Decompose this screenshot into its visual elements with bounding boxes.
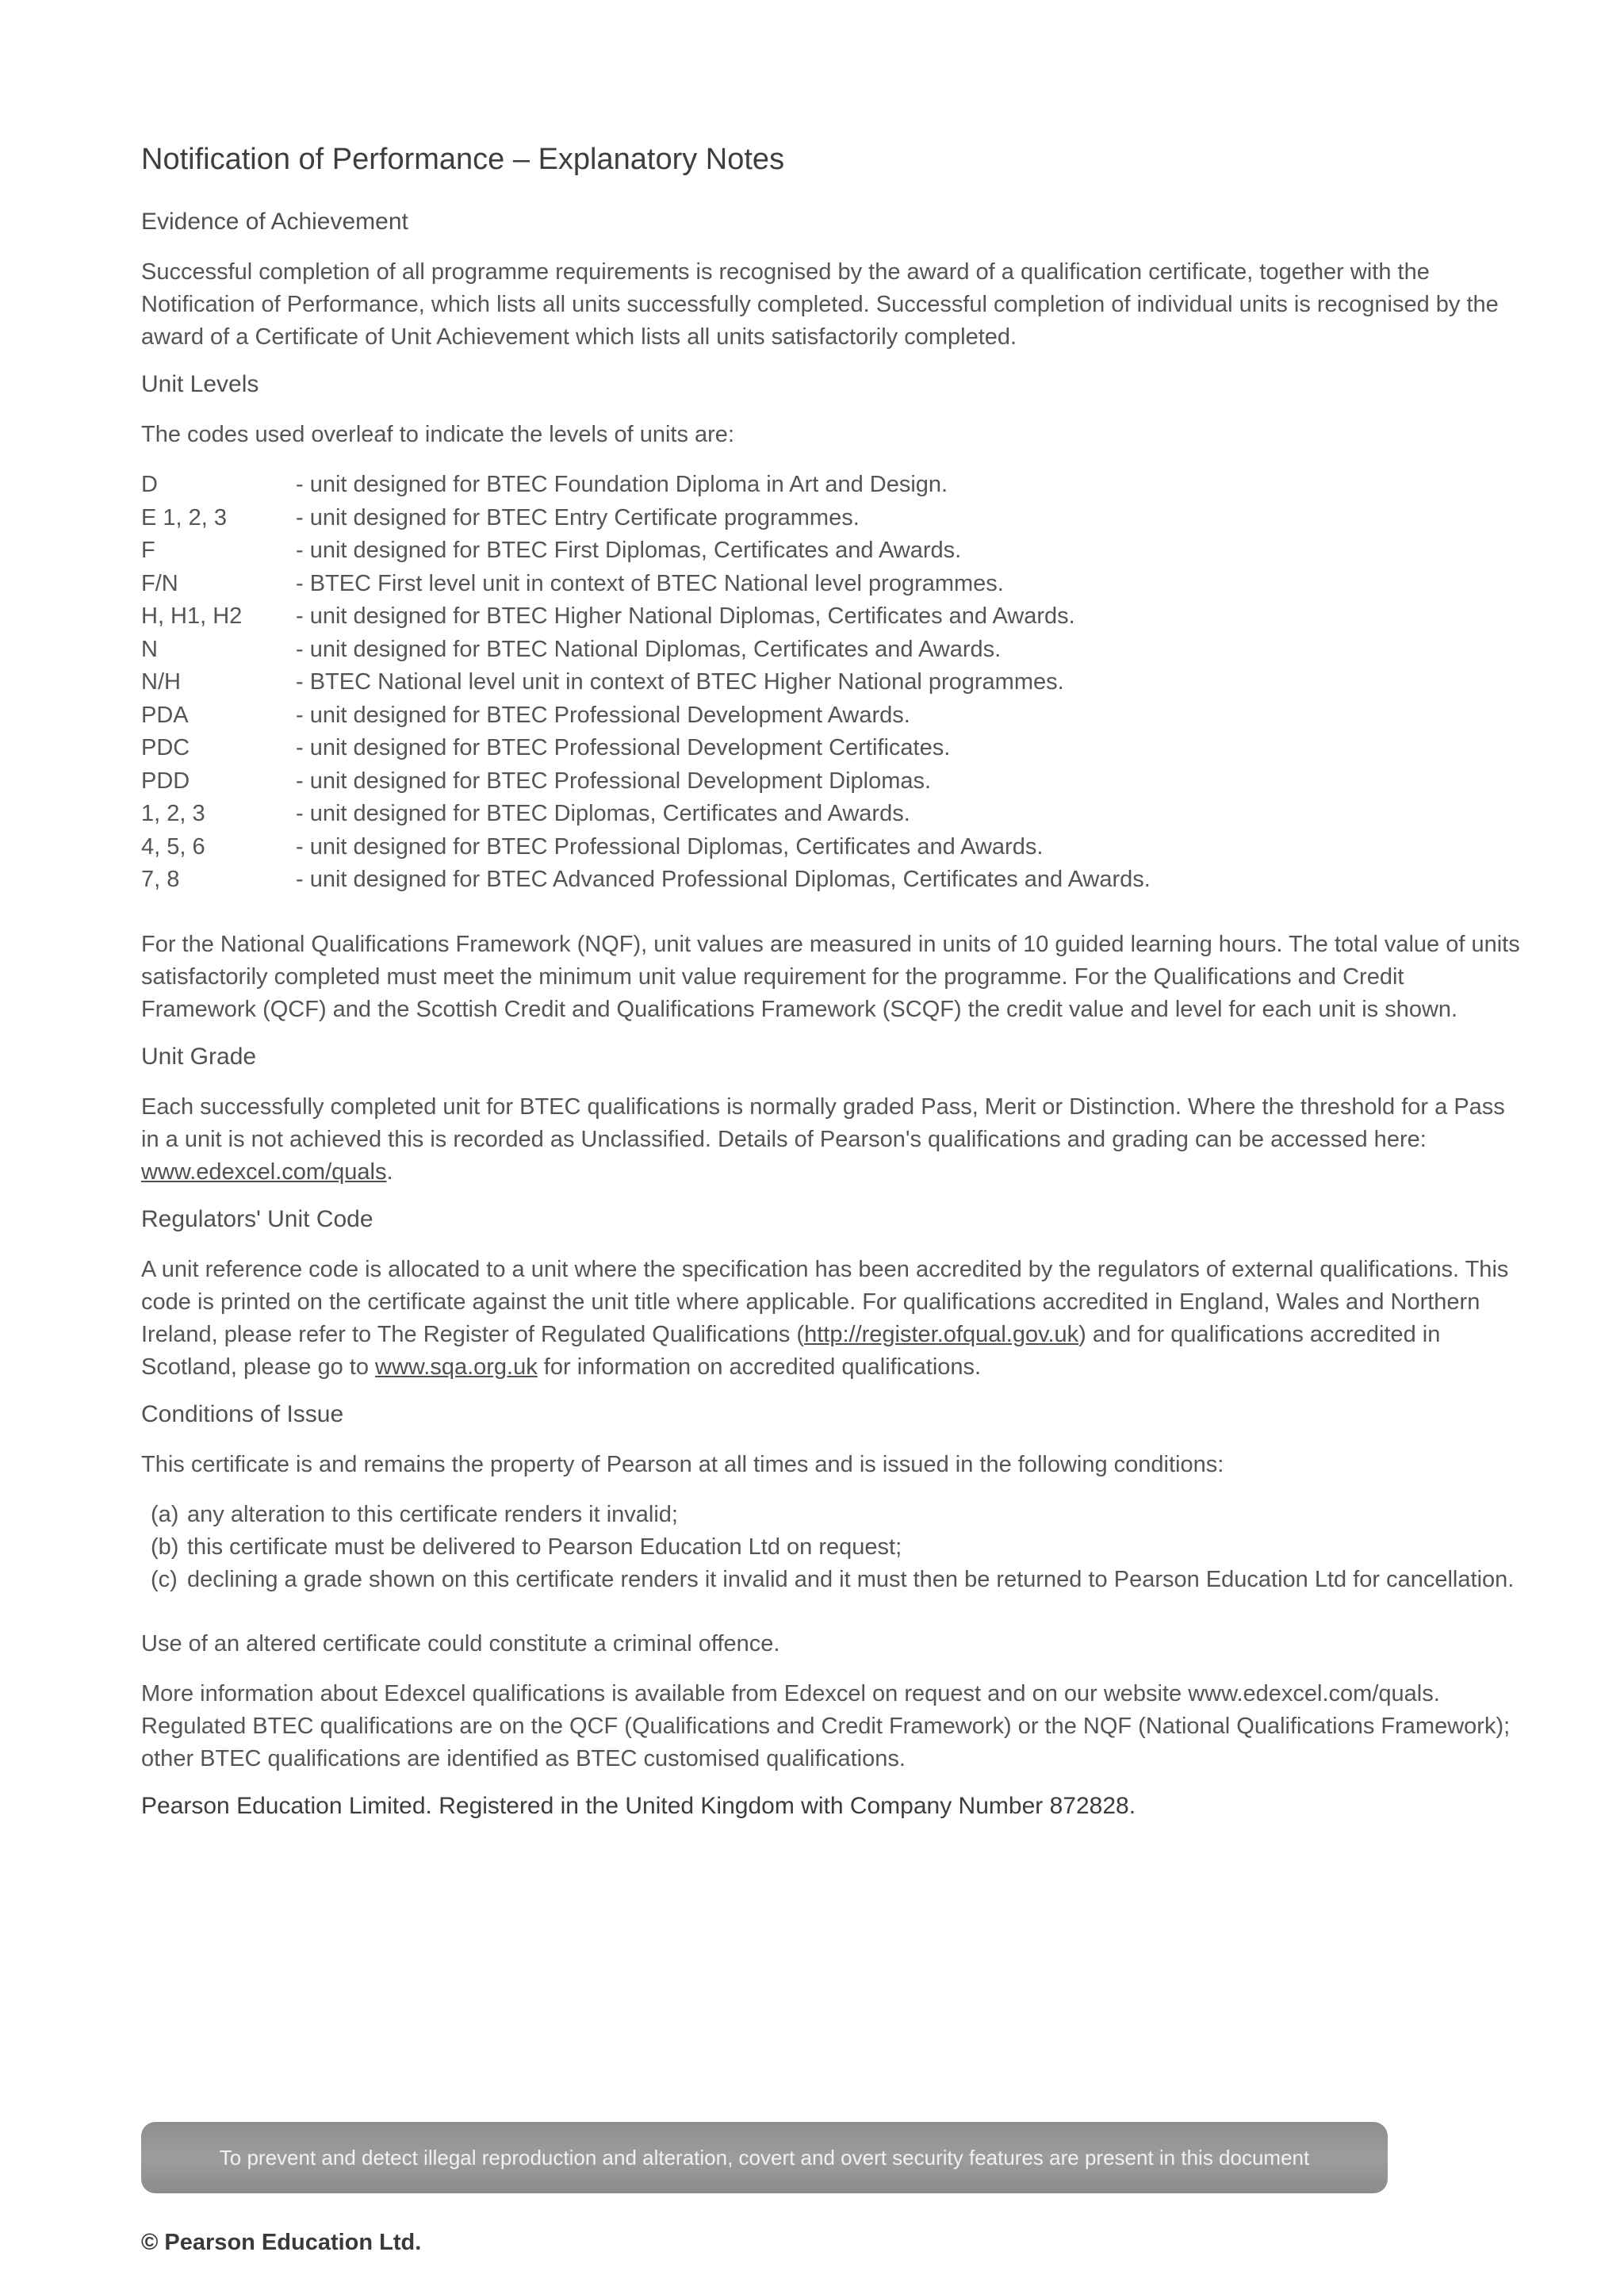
unit-level-row: [141, 699, 1521, 733]
unit-level-description: - unit designed for BTEC Professional Development Awards.: [296, 702, 910, 728]
unit-level-row: [141, 600, 1521, 634]
quals-link[interactable]: www.edexcel.com/quals: [141, 1158, 387, 1185]
unit-level-description: - unit designed for BTEC Advanced Professional Diplomas, Certificates and Awards.: [296, 867, 1151, 892]
unit-level-code: F: [141, 538, 155, 563]
company-registration: Pearson Education Limited. Registered in the United Kingdom with Company Number 872828.: [141, 1792, 1136, 1819]
unit-level-row: [141, 798, 1521, 831]
unit-level-row: [141, 666, 1521, 699]
unit-level-row: [141, 732, 1521, 765]
sqa-link[interactable]: www.sqa.org.uk: [375, 1354, 538, 1380]
unit-grade-heading: Unit Grade: [141, 1043, 257, 1070]
conditions-intro: This certificate is and remains the property of Pearson at all times and is issued in the following conditions:: [141, 1451, 1224, 1477]
unit-level-code: E 1, 2, 3: [141, 504, 228, 530]
unit-grade-text-start: Each successfully completed unit for BTEC qualifications is normally graded Pass, Merit or Distinction. Where the threshold for a Pass in a unit is not achieved this is recorded as Unclassified. Details of Pearson's qualifications and grading can be accessed here:: [141, 1093, 1505, 1152]
nqf-text: For the National Qualifications Framework (NQF), unit values are measured in units of 10 guided learning hours. The total value of units satisfactorily completed must meet the minimum unit value requirement for the programme. For the Qualifications and Credit Framework (QCF) and the Scottish Credit and Qualifications Framework (SCQF) the credit value and level for each unit is shown.: [141, 931, 1520, 1022]
unit-level-row: [141, 568, 1521, 601]
unit-grade-text: [141, 1091, 1521, 1189]
unit-level-code: H, H1, H2: [141, 603, 243, 629]
conditions-list: [141, 1499, 1521, 1596]
unit-level-description: - unit designed for BTEC Entry Certificate programmes.: [296, 504, 860, 530]
document-body: [141, 143, 1521, 1820]
unit-level-code: D: [141, 472, 158, 497]
copyright-notice: © Pearson Education Ltd.: [141, 2230, 422, 2255]
unit-levels-list: [141, 469, 1521, 897]
ofqual-link[interactable]: http://register.ofqual.gov.uk: [804, 1321, 1079, 1347]
regulators-text-part3: for information on accredited qualifications.: [537, 1354, 982, 1380]
condition-text: this certificate must be delivered to Pearson Education Ltd on request;: [187, 1534, 902, 1560]
unit-level-description: - unit designed for BTEC Diplomas, Certificates and Awards.: [296, 801, 910, 826]
unit-level-description: - unit designed for BTEC Higher National Diplomas, Certificates and Awards.: [296, 603, 1075, 629]
unit-level-code: F/N: [141, 570, 178, 596]
unit-level-description: - unit designed for BTEC National Diplomas, Certificates and Awards.: [296, 636, 1002, 662]
unit-level-row: [141, 634, 1521, 667]
unit-level-code: PDC: [141, 735, 190, 760]
unit-grade-text-end: .: [386, 1158, 393, 1185]
criminal-offence-warning: Use of an altered certificate could constitute a criminal offence.: [141, 1630, 780, 1656]
unit-level-code: 1, 2, 3: [141, 801, 205, 826]
condition-text: any alteration to this certificate renders it invalid;: [187, 1501, 678, 1527]
unit-level-description: - unit designed for BTEC Foundation Diploma in Art and Design.: [296, 472, 948, 497]
unit-level-row: [141, 502, 1521, 535]
evidence-heading: Evidence of Achievement: [141, 209, 408, 235]
unit-level-code: 7, 8: [141, 867, 180, 892]
unit-level-code: 4, 5, 6: [141, 833, 205, 860]
unit-levels-intro: The codes used overleaf to indicate the levels of units are:: [141, 422, 734, 447]
condition-item: [151, 1564, 1521, 1596]
unit-level-code: N/H: [141, 669, 181, 695]
security-notice-bar: [141, 2122, 1388, 2193]
unit-level-row: [141, 765, 1521, 798]
evidence-text: Successful completion of all programme requirements is recognised by the award of a qualification certificate, together with the Notification of Performance, which lists all units successfully completed. Successful completion of individual units is recognised by the award of a Certificate of Unit Achievement which lists all units satisfactorily completed.: [141, 259, 1499, 350]
regulators-heading: Regulators' Unit Code: [141, 1205, 373, 1232]
conditions-heading: Conditions of Issue: [141, 1400, 344, 1427]
unit-level-description: - BTEC National level unit in context of BTEC Higher National programmes.: [296, 669, 1064, 695]
security-notice-text: To prevent and detect illegal reproduction and alteration, covert and overt security features are present in this document: [219, 2145, 1310, 2170]
unit-level-description: - unit designed for BTEC Professional Development Diplomas.: [296, 768, 932, 794]
condition-item: [151, 1499, 1521, 1531]
condition-item: [151, 1531, 1521, 1564]
unit-level-code: PDD: [141, 768, 190, 794]
more-information-text: More information about Edexcel qualifications is available from Edexcel on request and on our website www.edexcel.com/quals. Regulated BTEC qualifications are on the QCF (Qualifications and Credit Framework) or the NQF (National Qualifications Framework); other BTEC qualifications are identified as BTEC customised qualifications.: [141, 1680, 1511, 1771]
condition-marker: (b): [151, 1534, 179, 1560]
unit-level-description: - unit designed for BTEC Professional Development Certificates.: [296, 735, 951, 760]
unit-level-row: [141, 534, 1521, 568]
page-title: Notification of Performance – Explanatory Notes: [141, 143, 785, 176]
condition-marker: (c): [151, 1566, 178, 1592]
unit-level-code: PDA: [141, 702, 189, 728]
unit-level-description: - unit designed for BTEC First Diplomas, Certificates and Awards.: [296, 538, 962, 563]
condition-marker: (a): [151, 1501, 179, 1527]
unit-levels-heading: Unit Levels: [141, 371, 259, 397]
regulators-text: [141, 1254, 1521, 1384]
condition-text: declining a grade shown on this certificate renders it invalid and it must then be returned to Pearson Education Ltd for cancellation.: [187, 1566, 1515, 1592]
unit-level-row: [141, 864, 1521, 897]
unit-level-row: [141, 831, 1521, 864]
unit-level-description: - BTEC First level unit in context of BTEC National level programmes.: [296, 570, 1004, 596]
unit-level-row: [141, 469, 1521, 502]
unit-level-description: - unit designed for BTEC Professional Diplomas, Certificates and Awards.: [296, 833, 1044, 860]
regulators-text-part1: A unit reference code is allocated to a unit where the specification has been accredited by the regulators of external qualifications. This code is printed on the certificate against the unit title where applicable. For qualifications accredited in England, Wales and Northern Ireland, please refer to The Register of Regulated Qualifications (: [141, 1256, 1509, 1347]
regulators-text-part2: ) and for qualifications accredited in Scotland, please go to: [141, 1321, 1441, 1380]
unit-level-code: N: [141, 636, 158, 662]
